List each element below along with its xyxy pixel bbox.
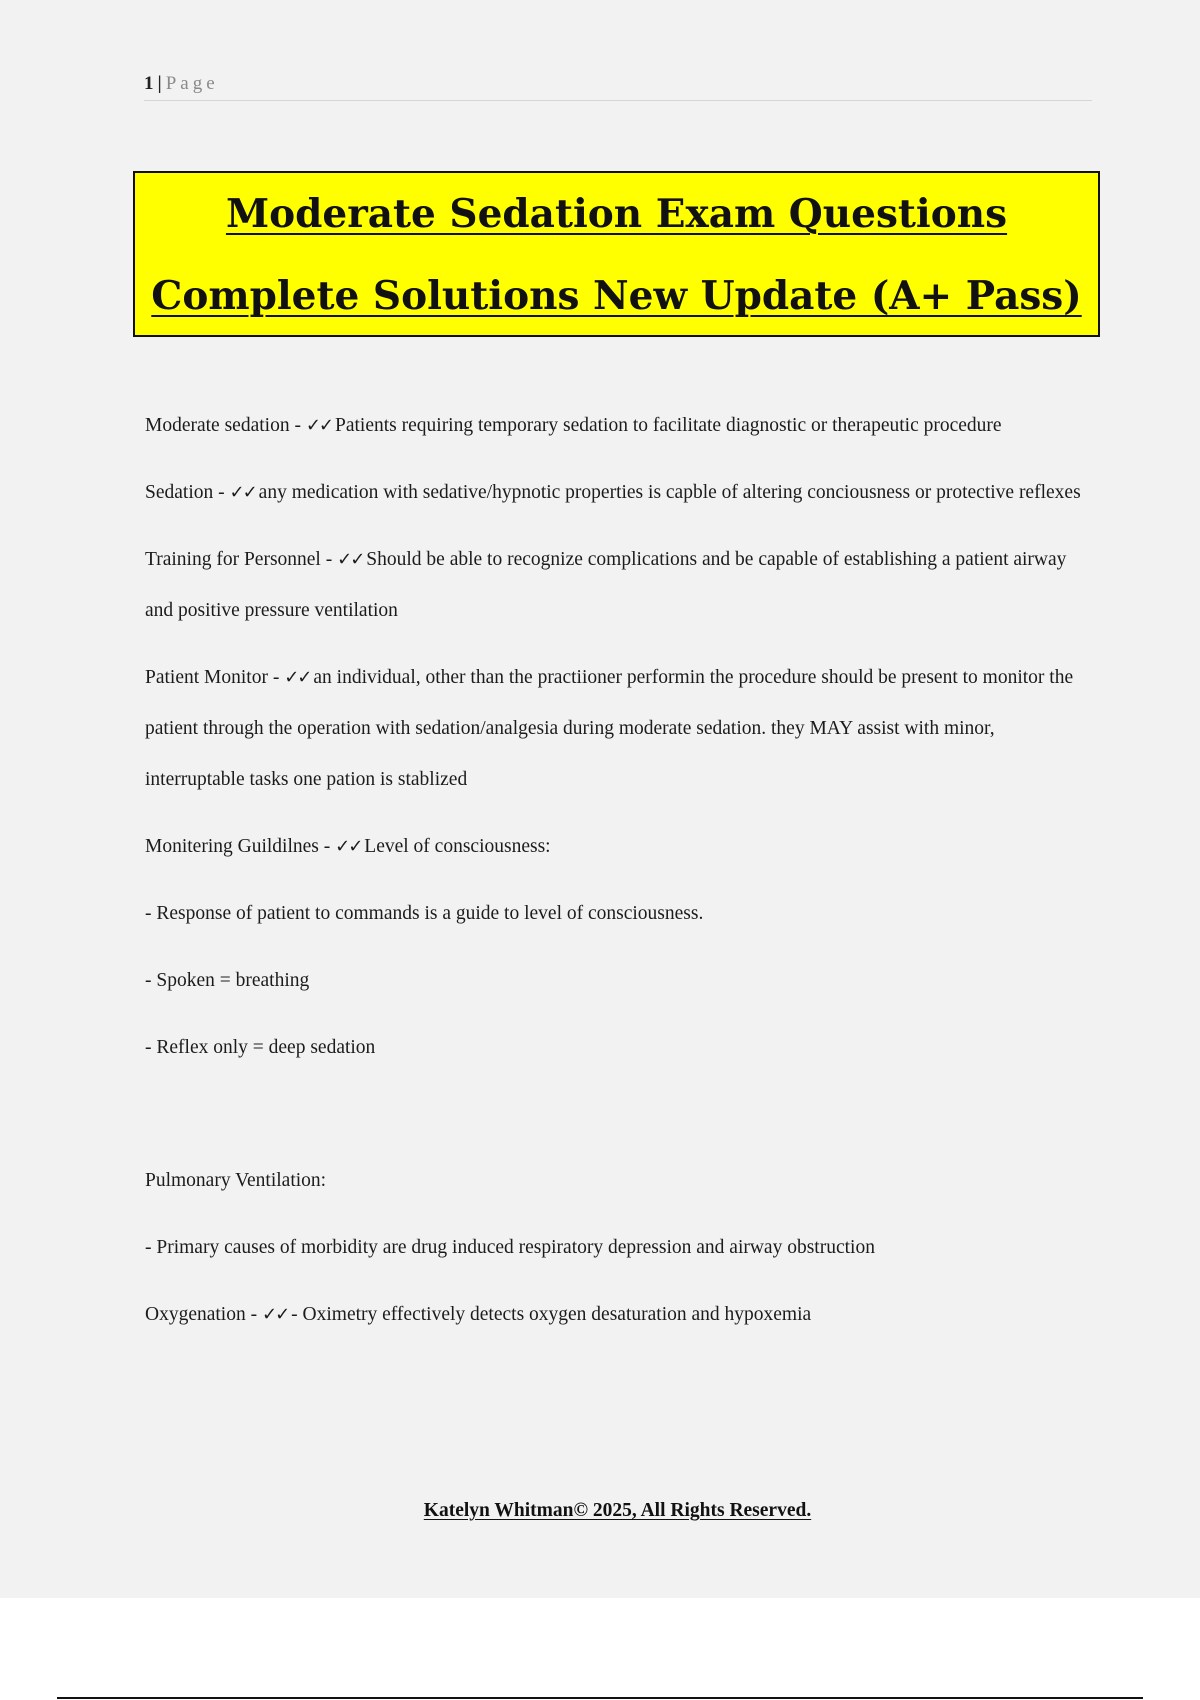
entry-term: Monitering Guildilnes: [145, 836, 319, 857]
entry-term: Sedation: [145, 482, 214, 503]
title-box: [133, 171, 1100, 337]
entry-definition: - Oximetry effectively detects oxygen desaturation and hypoxemia: [291, 1304, 812, 1325]
page-number: 1: [144, 73, 154, 94]
pulmonary-heading: Pulmonary Ventilation:: [145, 1170, 327, 1191]
entry-term: Patient Monitor: [145, 667, 268, 688]
page-separator: |: [157, 73, 162, 94]
monitoring-line: - Response of patient to commands is a guide to level of consciousness.: [145, 903, 704, 924]
entry-training-for-personnel: Training for Personnel - ✓✓ Should be able to recognize complications and be capable of establishing a patient airway and positive pressure ventilation: [145, 549, 1067, 621]
pulmonary-line: - Primary causes of morbidity are drug induced respiratory depression and airway obstruction: [145, 1237, 875, 1258]
double-check-icon: ✓✓: [305, 415, 332, 436]
entry-definition: an individual, other than the practiioner performin the procedure should be present to monitor the patient through the operation with sedation/analgesia during moderate sedation. they MAY assist with minor, interruptable tasks one pation is stablized: [145, 667, 1074, 790]
bottom-divider: [57, 1697, 1143, 1699]
title-line-1: Moderate Sedation Exam Questions: [225, 191, 1008, 237]
double-check-icon: ✓✓: [284, 667, 311, 688]
monitoring-line: - Spoken = breathing: [145, 970, 310, 991]
page-word: Page: [165, 73, 219, 94]
entry-definition: Should be able to recognize complications and be capable of establishing a patient airway and positive pressure ventilation: [145, 549, 1067, 621]
entry-definition: any medication with sedative/hypnotic properties is capble of altering conciousness or protective reflexes: [258, 482, 1081, 503]
entry-moderate-sedation: Moderate sedation - ✓✓ Patients requiring temporary sedation to facilitate diagnostic or therapeutic procedure: [145, 415, 1002, 436]
monitoring-line: - Reflex only = deep sedation: [145, 1037, 376, 1058]
document-content: [145, 400, 1095, 1356]
entry-term: Training for Personnel: [145, 549, 321, 570]
entry-patient-monitor: Patient Monitor - ✓✓ an individual, other than the practiioner performin the procedure should be present to monitor the patient through the operation with sedation/analgesia during moderate sedation. they MAY assist with minor, interruptable tasks one pation is stablized: [145, 667, 1074, 790]
entry-monitoring-guidelines: Monitering Guildilnes - ✓✓ Level of consciousness:: [145, 836, 551, 857]
double-check-icon: ✓✓: [337, 549, 364, 570]
entry-definition: Level of consciousness:: [364, 836, 551, 857]
title-line-2: Complete Solutions New Update (A+ Pass): [151, 273, 1082, 319]
entry-term: Moderate sedation: [145, 415, 290, 436]
double-check-icon: ✓✓: [261, 1304, 289, 1325]
entry-oxygenation: Oxygenation - ✓✓ - Oximetry effectively detects oxygen desaturation and hypoxemia: [145, 1304, 812, 1325]
entry-sedation: Sedation - ✓✓ any medication with sedative/hypnotic properties is capble of altering conciousness or protective reflexes: [145, 482, 1081, 503]
entry-term: Oxygenation: [145, 1304, 246, 1325]
copyright-footer: Katelyn Whitman© 2025, All Rights Reserved.: [423, 1500, 812, 1521]
blank-line: [145, 1089, 1095, 1155]
double-check-icon: ✓✓: [229, 482, 256, 503]
page-header: [144, 72, 1092, 101]
double-check-icon: ✓✓: [335, 836, 362, 857]
entry-definition: Patients requiring temporary sedation to facilitate diagnostic or therapeutic procedure: [335, 415, 1002, 436]
